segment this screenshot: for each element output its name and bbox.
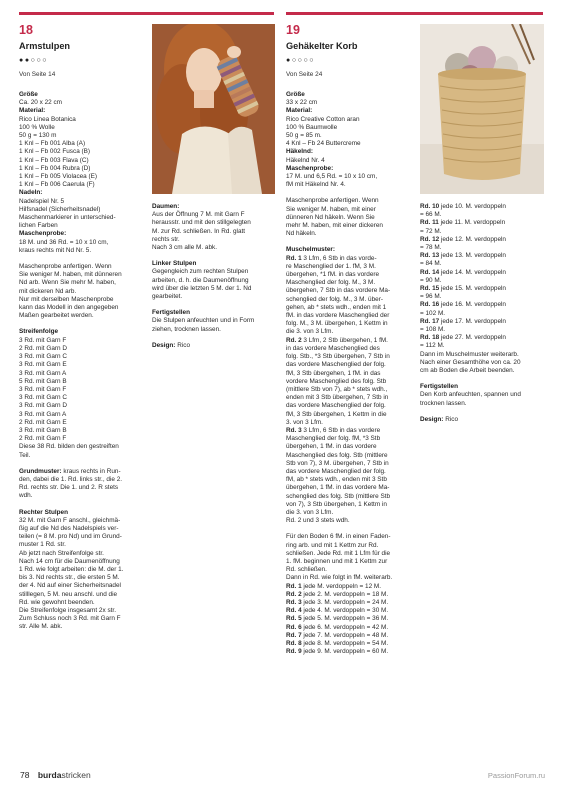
round-label: Rd. 12 [420,235,440,243]
round-label: Rd. 6 [286,623,302,631]
text-line: Nd arb. Wenn Sie mehr M. haben, [19,279,116,287]
photo-armstulpen [152,24,275,194]
text-line [420,326,548,334]
text-line [286,304,416,312]
text-line [286,443,416,451]
basket-finish-text [420,391,548,407]
text-line [420,252,548,260]
text-line: Maßen gearbeitet werden. [19,312,94,320]
text-line: Nd häkeln. [286,230,317,238]
text-line [286,312,416,320]
text-line [420,318,548,326]
column-middle [152,203,276,350]
text-line: 3 Rd. mit Garn A [19,410,67,418]
round-text: übergehen, *1 fM. in das vordere [286,271,380,279]
text-line [286,419,416,427]
text-line: fM mit Häkelnd Nr. 4. [286,181,346,189]
text-line [286,484,416,492]
round-text: (mittlere Stb von 7), ab * stets wdh., [286,385,388,393]
text-line: Rico Linea Botanica [19,115,76,123]
round-text: jede 27. M. verdoppeln [439,334,506,342]
left-cuff-text [152,268,276,301]
text-line [286,509,416,517]
text-line: Teil. [19,451,31,459]
text-line: 32 M. mit Garn F anschl., gleichmä- [19,516,121,524]
text-line: 2 Rd. mit Garn E [19,418,67,426]
base-rounds-continued [420,203,548,375]
right-cuff-text [19,517,147,632]
text-line: stilllegen, 5 M. neu anschl. und die [19,590,118,598]
text-line [420,203,548,211]
text-line: Hilfsnadel (Sicherheitsnadel) [19,205,101,213]
material-heading: Material: [19,107,46,115]
round-text: = 108 M. [420,326,446,334]
round-text: = 72 M. [420,227,442,235]
text-line: Die Streifenfolge insgesamt 2x str. [19,606,116,614]
round-label: Rd. 5 [286,615,302,623]
round-text: vordere Maschenglied des folg. Stb [286,377,387,385]
text-line [286,287,416,295]
text-line: Die Stulpen anfeuchten und in Form [152,317,255,325]
text-line: kraus rechts mit Nd Nr. 5. [19,246,92,254]
needles-heading: Nadeln: [19,189,43,197]
round-text: fM, ab * stets wdh., enden mit 3 Stb [286,476,387,484]
round-text: fM. in das vordere Maschenglied der [286,312,390,320]
round-text: übergehen, 7 Stb in das vordere Ma- [286,287,391,295]
column-left [19,91,147,632]
text-line [420,293,548,301]
round-text: 3. von 3 Lfm. [286,418,323,426]
text-line: dünneren Nd häkeln. Wenn Sie [286,213,375,221]
text-line: Gegengleich zum rechten Stulpen [152,268,249,276]
text-line: Rd. wie gewohnt beenden. [19,598,95,606]
text-line [286,345,416,353]
gauge-text [19,239,147,255]
round-label: Rd. 15 [420,285,440,293]
text-line: 1 Knl – Fb 006 Caerula (F) [19,181,95,189]
round-text: Stb von 7), 3 M. übergehen, 7 Stb in [286,459,389,467]
text-line: wird über die letzten 5 M. der 1. Nd [152,284,252,292]
text-line: 3 Rd. mit Garn E [19,361,67,369]
round-text: = 78 M. [420,244,442,252]
text-line: der 4. Nd auf einer Sicherheitsnadel [19,582,121,590]
round-text: gehen, ab * stets wdh., enden mit 1 [286,303,387,311]
brand-rest: stricken [61,770,91,780]
text-line: 4 Knl – Fb 24 Buttercreme [286,140,361,148]
text-line [286,435,416,443]
pattern-number-18: 18 [19,23,33,37]
text-line: ßig auf die Nd des Nadelspiels ver- [19,524,119,532]
round-text: re Maschenglied der 1. fM, 3 M. [286,262,376,270]
round-text: jede 2. M. verdoppeln = 18 M. [301,590,389,598]
round-text: die 3. von 3 Lfm. [286,328,334,336]
pattern-number-19: 19 [286,23,300,37]
text-line [286,296,416,304]
round-text: = 90 M. [420,276,442,284]
text-line: 100 % Baumwolle [286,123,338,131]
text-line [420,228,548,236]
text-line: Diese 38 Rd. bilden den gestreiften [19,443,119,451]
thumb-heading: Daumen: [152,203,180,210]
text-line: Nadelspiel Nr. 5 [19,197,65,205]
text-line [286,624,416,632]
text-line [286,648,416,656]
text-line: Nur mit derselben Maschenprobe [19,295,114,303]
header-rule-right [286,12,543,15]
round-label: Rd. 3 [286,598,302,606]
basket-finish-heading: Fertigstellen [420,383,458,391]
text-line: Nach 14 cm für die Daumenöffnung [19,557,120,565]
text-line [286,427,416,435]
round-text: schenglied der folg. M., 3 M. über- [286,295,383,303]
right-cuff-heading: Rechter Stulpen [19,508,69,516]
text-line [420,367,548,375]
text-line [286,402,416,410]
pattern-title-armstulpen: Armstulpen [19,41,71,51]
round-text: jede 6. M. verdoppeln = 42 M. [301,623,389,631]
text-line: 2 Rd. mit Garn F [19,435,67,443]
text-line: 3 Rd. mit Garn B [19,426,67,434]
stripes-list [19,337,147,460]
text-line: Rico Creative Cotton aran [286,115,360,123]
text-line [286,640,416,648]
finish-text [152,317,276,333]
difficulty-rating-19: ●○○○○ [286,57,316,64]
round-label: Rd. 11 [420,219,439,227]
photo-korb-image [420,24,544,194]
text-line [420,244,548,252]
text-line [420,236,548,244]
basket-gauge-text [286,173,416,189]
round-text: die 3. von 3 Lfm. [286,508,334,516]
round-label: Rd. 8 [286,640,302,647]
page-reference-19: Von Seite 24 [286,71,323,78]
round-text: jede 5. M. verdoppeln = 36 M. [301,615,389,623]
brand-bold: burda [37,770,62,780]
base-rounds-list [286,583,416,657]
round-text: = 112 M. [420,342,445,350]
text-line: ring arb. und mit 1 Kettm zur Rd. [286,541,379,549]
column-right [286,91,416,656]
text-line [286,615,416,623]
text-line [286,271,416,279]
round-text: jede 8. M. verdoppeln = 54 M. [301,640,389,647]
basket-size-heading: Größe [286,91,305,98]
text-line: 3 Rd. mit Garn A [19,369,67,377]
finish-heading: Fertigstellen [152,309,190,317]
size-value: Ca. 20 x 22 cm [19,99,62,107]
text-line [286,476,416,484]
text-line [420,342,548,350]
text-line: M. zur Rd. schließen. In Rd. glatt [152,227,246,235]
text-line [286,468,416,476]
text-line: trocknen lassen. [420,399,467,407]
text-line: str. Alle M. abk. [19,623,63,631]
basket-design-value: Rico [443,415,458,423]
photo-armstulpen-image [152,24,275,194]
text-line: 3 Rd. mit Garn C [19,394,67,402]
text-line [286,386,416,394]
size-heading: Größe [19,91,38,98]
round-label: Rd. 3 [286,426,302,434]
page-footer [20,770,91,780]
basket-design-credit [420,416,548,424]
material-list [19,116,147,190]
text-line [286,591,416,599]
design-label: Design: [152,341,176,349]
text-line: Für den Boden 6 fM. in einen Faden- [286,533,391,541]
round-label: Rd. 9 [286,648,302,656]
round-text: folg. M., 3 M. übergehen, 1 Kettm in [286,320,388,328]
text-line [286,353,416,361]
text-line: muster 1 Rd. str. [19,541,66,549]
round-label: Rd. 13 [420,252,440,260]
design-credit [152,342,276,350]
round-text: übergehen, 1 fM. in das vordere [286,443,377,451]
round-text: cm ab Boden die Arbeit beenden. [420,367,515,375]
text-line: lichen Farben [19,222,58,230]
text-line [286,599,416,607]
text-line [286,279,416,287]
round-text: enden mit 3 Stb übergehen, 7 Stb in [286,394,389,402]
pattern-text [19,476,147,501]
text-line [286,517,416,525]
text-line [286,411,416,419]
round-text: Maschenglied der folg. fM, *3 Stb [286,435,381,443]
round-label: Rd. 18 [420,334,440,342]
hook-value: Häkelnd Nr. 4 [286,156,325,164]
stripes-heading: Streifenfolge [19,328,59,336]
text-line: teilen (= 8 M. pro Nd) und im Grund- [19,533,122,541]
text-line [420,269,548,277]
gauge-heading: Maschenprobe: [19,230,67,238]
text-line: mehr M. haben, mit einer dickeren [286,222,383,230]
round-text: = 84 M. [420,260,442,268]
round-label: Rd. 14 [420,268,440,276]
pattern-heading: Grundmuster: [19,467,62,475]
text-line: Sie weniger M. haben, mit dünneren [19,271,122,279]
text-line [286,378,416,386]
round-label: Rd. 1 [286,254,302,262]
text-line [420,301,548,309]
round-label: Rd. 2 [286,336,302,344]
base-instructions [286,533,416,582]
text-line [286,337,416,345]
round-text: 3 Lfm, 6 Stb in das vordere [301,426,381,434]
basket-design-label: Design: [420,415,444,423]
text-line [420,277,548,285]
basket-material-heading: Material: [286,107,313,115]
text-line: Maschenprobe anfertigen. Wenn [19,263,112,271]
text-line [286,460,416,468]
round-text: 3 Lfm, 6 Stb in das vorde- [301,254,377,262]
pattern-first-line: kraus rechts in Run- [61,467,121,475]
text-line: gearbeitet. [152,293,183,301]
round-label: Rd. 7 [286,631,302,639]
text-line [286,607,416,615]
text-line [420,285,548,293]
round-text: folg. Stb., *3 Stb übergehen, 7 Stb in [286,353,390,361]
text-line: 1 Knl – Fb 002 Fusca (B) [19,148,91,156]
text-line: 3 Rd. mit Garn F [19,385,67,393]
round-text: jede 11. M. verdoppeln [438,219,506,227]
basket-gauge-heading: Maschenprobe: [286,164,334,172]
thumb-text [152,211,276,252]
round-label: Rd. 17 [420,317,440,325]
text-line [286,361,416,369]
text-line [420,334,548,342]
round-text: jede 3. M. verdoppeln = 24 M. [301,598,389,606]
round-label: Rd. 10 [420,203,440,210]
text-line [420,219,548,227]
text-line: bis 3. Nd rechts str., die ersten 5 M. [19,574,120,582]
text-line [286,501,416,509]
round-text: jede 4. M. verdoppeln = 30 M. [301,607,389,615]
text-line: rechts str. [152,235,180,243]
text-line [286,370,416,378]
pattern-paragraph [19,468,147,501]
hook-heading: Häkelnd: [286,148,313,156]
round-text: = 102 M. [420,309,446,317]
round-label: Rd. 2 [286,590,302,598]
round-text: das vordere Maschenglied der folg. [286,402,386,410]
text-line: 3 Rd. mit Garn C [19,353,67,361]
text-line: Sie weniger M. haben, mit einer [286,205,376,213]
header-rule-left [19,12,274,15]
text-line: 1 Knl – Fb 005 Violacea (E) [19,173,98,181]
text-line: herausstr. und mit den stillgelegten [152,219,251,227]
round-text: Maschenglied des folg. Stb (mittlere [286,451,388,459]
round-text: in das vordere Maschenglied des [286,344,380,352]
text-line: Dann in Rd. wie folgt in fM. weiterarb. [286,574,393,582]
text-line: Aus der Öffnung 7 M. mit Garn F [152,211,245,219]
text-line: 1. fM. beginnen und mit 1 Kettm zur [286,557,388,565]
text-line: wdh. [19,492,33,500]
gauge-note [19,263,147,320]
text-line: 3 Rd. mit Garn D [19,402,67,410]
text-line: 1 Rd. wie folgt arbeiten: die M. der 1. [19,565,124,573]
basket-size-value: 33 x 22 cm [286,99,318,107]
photo-korb [420,24,544,194]
round-label: Rd. 1 [286,582,302,590]
text-line: 50 g = 85 m. [286,132,322,140]
text-line: 1 Knl – Fb 003 Flava (C) [19,156,89,164]
text-line [286,320,416,328]
round-text: jede 10. M. verdoppeln [439,203,506,210]
round-text: Nach einer Gesamthöhe von ca. 20 [420,358,521,366]
round-label: Rd. 4 [286,607,302,615]
pattern-title-korb: Gehäkelter Korb [286,41,358,51]
text-line: 1 Knl – Fb 001 Alba (A) [19,140,86,148]
text-line: 100 % Wolle [19,123,55,131]
text-line [420,359,548,367]
round-text: fM, 3 Stb übergehen, 1 fM. in das [286,369,381,377]
round-text: fM, 3 Stb übergehen, 1 Kettm in die [286,410,387,418]
text-line: 2 Rd. mit Garn D [19,344,67,352]
round-text: jede 12. M. verdoppeln [439,235,506,243]
round-text: = 96 M. [420,293,442,301]
text-line: 50 g = 130 m [19,132,57,140]
text-line: schließen. Jede Rd. mit 1 Lfm für die [286,549,391,557]
needles-list [19,198,147,231]
text-line: 1 Knl – Fb 004 Rubra (D) [19,164,91,172]
text-line: Nach 3 cm alle M. abk. [152,244,217,252]
basket-material-list [286,116,416,149]
round-text: jede 9. M. verdoppeln = 60 M. [301,648,389,656]
text-line: Rd. schließen. [286,566,327,574]
basket-gauge-note [286,197,416,238]
round-text: jede M. verdoppeln = 12 M. [301,582,382,590]
text-line [420,211,548,219]
round-text: übergehen, 1 fM. in das vordere Ma- [286,484,390,492]
text-line: Maschenmarkierer in unterschied- [19,214,116,222]
shell-pattern-text [286,255,416,526]
round-text: schenglied des folg. Stb (mittlere Stb [286,492,391,500]
text-line [286,493,416,501]
text-line: Ab jetzt nach Streifenfolge str. [19,549,104,557]
round-text: = 66 M. [420,211,442,219]
text-line: ziehen, trocknen lassen. [152,325,221,333]
text-line: 18 M. und 36 Rd. = 10 x 10 cm, [19,238,109,246]
left-cuff-heading: Linker Stulpen [152,260,197,268]
round-text: das vordere Maschenglied der folg. [286,361,386,369]
round-text: jede 16. M. verdoppeln [439,301,506,309]
text-line: Rd. rechts str. Die 1. und 2. R stets [19,484,119,492]
text-line: arbeiten, d. h. die Daumenöffnung [152,276,249,284]
text-line [286,632,416,640]
shell-heading: Muschelmuster: [286,246,336,254]
page-reference-18: Von Seite 14 [19,71,56,78]
round-text: Dann im Muschelmuster weiterarb. [420,350,519,358]
text-line: Maschenprobe anfertigen. Wenn [286,197,379,205]
round-label: Rd. 16 [420,301,440,309]
round-text: Rd. 2 und 3 stets wdh. [286,517,350,525]
text-line [420,260,548,268]
round-text: von 7), 3 Stb übergehen, 1 Kettm in [286,500,387,508]
text-line: kann das Modell in den angegeben [19,304,119,312]
round-text: 3 Lfm, 2 Stb übergehen, 1 fM. [301,336,388,344]
text-line [286,263,416,271]
text-line [420,351,548,359]
round-text: Maschenglied der folg. M., 3 M. [286,279,376,287]
text-line [286,328,416,336]
text-line [286,255,416,263]
round-text: jede 17. M. verdoppeln [439,317,506,325]
text-line: 3 Rd. mit Garn F [19,336,67,344]
difficulty-rating-18: ●●○○○ [19,57,49,64]
text-line: Den Korb anfeuchten, spannen und [420,391,521,399]
design-value: Rico [175,341,190,349]
text-line: mit dickeren Nd arb. [19,287,77,295]
text-line: 17 M. und 6,5 Rd. = 10 x 10 cm, [286,173,378,181]
column-far-right [420,203,548,424]
text-line [286,394,416,402]
text-line [286,452,416,460]
text-line [286,583,416,591]
page-number: 78 [20,770,30,780]
round-text: das vordere Maschenglied der folg. [286,467,386,475]
round-text: jede 15. M. verdoppeln [439,285,506,293]
text-line [420,310,548,318]
watermark: PassionForum.ru [487,771,545,780]
text-line: 5 Rd. mit Garn B [19,377,67,385]
text-line: Zum Schluss noch 3 Rd. mit Garn F [19,615,121,623]
round-text: jede 14. M. verdoppeln [439,268,506,276]
round-text: jede 13. M. verdoppeln [439,252,506,260]
round-text: jede 7. M. verdoppeln = 48 M. [301,631,389,639]
text-line: den, dabei die 1. Rd. links str., die 2. [19,475,123,483]
